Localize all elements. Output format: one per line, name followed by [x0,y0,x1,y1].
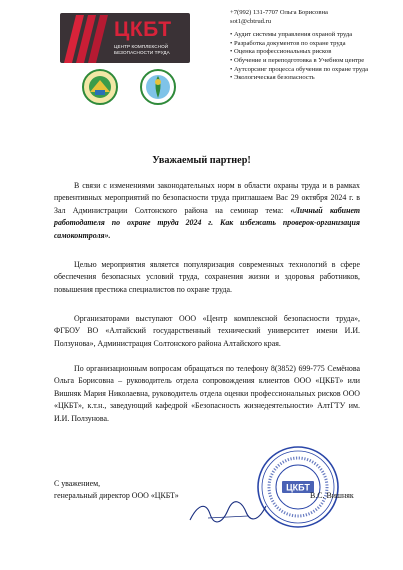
stamp-center-text: ЦКБТ [286,482,310,493]
goal-paragraph: Целью мероприятия является популяризация современных технологий в сфере обеспечения безопасных условий труда, сохранения жизни и здоровья работников, повышения престижа специалистов по охране труда. [54,260,360,294]
invitation-text: В связи с изменениями законодательных норм в области охраны труда и в рамках превентивных мероприятий по безопасности труда приглашаем Вас 29 октября 2024 г. в Зал Администрации Солтонского района на семинар тема: [54,181,360,215]
logo-name: ЦКБТ [114,18,172,41]
contacts-paragraph: По организационным вопросам обращаться по телефону 8(3852) 699-775 Семёнова Ольга Борисовна – руководитель отдела сопровождения клиентов ООО «ЦКБТ» или Вишняк Мария Николаевна, руководитель отдела оценки профессиональных рисков ООО «ЦКБТ», к.т.н., заведующий кафедрой «Безопасность жизнедеятельности» АлтГТУ им. И.И. Ползунова. [54,364,360,423]
emblem-right-icon [139,68,177,106]
contact-phone: +7(992) 131-7707 Ольга Борисовна [230,9,328,16]
signer-name: В.С. Вишняк [310,491,354,501]
greeting-heading: Уважаемый партнер! [152,155,251,166]
logo-subtitle: ЦЕНТР КОМПЛЕКСНОЙ БЕЗОПАСНОСТИ ТРУДА [114,44,170,55]
service-item: • Экологическая безопасность [230,74,402,83]
closing-phrase: С уважением, [54,479,101,488]
invitation-paragraph [54,180,360,242]
service-item: • Аудит системы управления охраной труда [230,31,402,40]
service-item: • Оценка профессиональных рисков [230,48,402,57]
contact-email[interactable]: sot1@cbtrud.ru [230,17,272,25]
service-item: • Аутсорсинг процесса обучения по охране труда [230,66,402,75]
service-item: • Обучение и переподготовка в Учебном центре [230,57,402,66]
signature-icon [188,500,268,526]
signer-title: генеральный директор ООО «ЦКБТ» [54,491,179,501]
emblem-left-icon [81,68,119,106]
contacts-block [230,9,402,83]
closing-block [54,478,374,503]
services-list [230,31,402,83]
service-item: • Разработка документов по охране труда [230,40,402,49]
seminar-topic: «Личный кабинет работодателя по охране труда 2024 г. Как избежать проверок-организация самоконтроля». [54,205,360,240]
company-logo [60,13,190,63]
organizers-paragraph: Организаторами выступают ООО «Центр комплексной безопасности труда», ФГБОУ ВО «Алтайский государственный технический университет имени И.И. Ползунова», Администрация Солтонского района Алтайского края. [54,314,360,348]
